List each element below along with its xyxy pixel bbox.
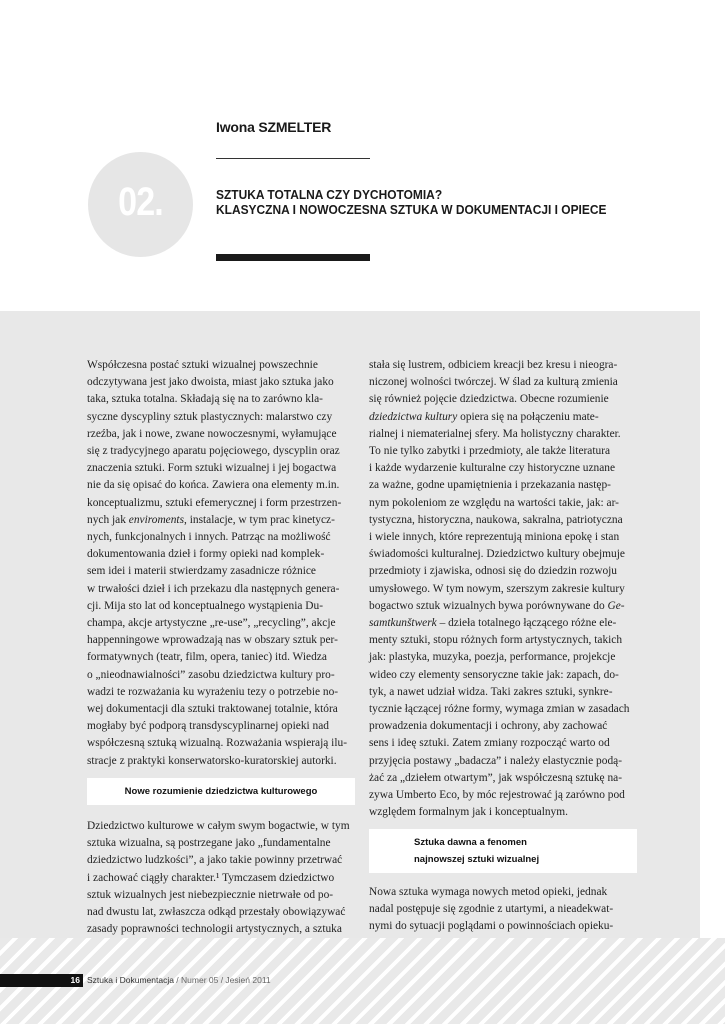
text-line: znaczenia sztuki. Form sztuki wizualnej i jej bogactwa [87, 462, 337, 475]
text-line: stała się lustrem, odbiciem kreacji bez kresu i nieogra- [369, 359, 618, 371]
text-line: jak: plastyka, muzyka, poezja, performance, projekcje [369, 651, 616, 664]
text-line: nadal postępuje się zgodnie z utartymi, a nieadekwat- [369, 903, 614, 916]
text-line: współczesną sztuką wizualną. Rozważania wspierają ilu- [87, 737, 347, 750]
text-line: happenningowe wprowadzają nas w obszary sztuk per- [87, 634, 338, 647]
text-line: nym pokoleniom ze względu na wartości takie, jak: ar- [369, 496, 619, 509]
text-line: i wiele innych, które reprezentują miniona epokę i stan [369, 531, 620, 544]
title-line-2: KLASYCZNA I NOWOCZESNA SZTUKA W DOKUMENTACJI I OPIECE [216, 202, 607, 217]
body-column-right-continued [369, 884, 637, 936]
text-line: mogłaby być podporą transdyscyplinarnej opieki nad [87, 720, 329, 733]
text-line: sens i ideę sztuki. Zatem zmiany rozpocząć warto od [369, 737, 610, 750]
text-line: cji. Mija sto lat od konceptualnego wystąpienia Du- [87, 599, 323, 612]
text-line: Nowa sztuka wymaga nowych metod opieki, jednak [369, 886, 608, 898]
thick-divider [216, 254, 370, 261]
text-line: wej dokumentacji dla sztuki traktowanej totalnie, która [87, 703, 338, 716]
body-column-left [87, 357, 355, 770]
issue-info: / Numer 05 / Jesień 2011 [173, 975, 271, 985]
text-line: tyk, a nawet udział widza. Taki zakres sztuki, synkre- [369, 685, 613, 698]
text-line: nie da się opisać do końca. Zawiera ona elementy m.in. [87, 479, 340, 492]
section-heading-1: Nowe rozumienie dziedzictwa kulturowego [87, 778, 355, 805]
text-line: nych, funkcjonalnych i innych. Patrząc na możliwość [87, 531, 331, 544]
text-line: Współczesna postać sztuki wizualnej powszechnie [87, 359, 318, 371]
text-line: formatywnych (teatr, film, opera, taniec) itd. Wiedza [87, 651, 327, 664]
text-line: rialnej i niematerialnej sfery. Ma holistyczny charakter. [369, 427, 621, 440]
text-line: zasady poprawności technologii artystycznych, a sztuka [87, 923, 342, 936]
text-line: dokumentowania dzieł i formy opieki nad komplek- [87, 548, 325, 561]
text-line: syczne dyscypliny sztuk plastycznych: malarstwo czy [87, 410, 333, 423]
text-line: sztuka wizualna, są postrzegane jako „fundamentalne [87, 837, 331, 850]
title-line-1: SZTUKA TOTALNA CZY DYCHOTOMIA? [216, 187, 443, 202]
text-line: zywa Umberto Eco, by móc rejestrować ją zarówno pod [369, 789, 625, 802]
thin-divider [216, 158, 370, 159]
text-line: stracje z praktyki konserwatorsko-kuratorskiej autorki. [87, 754, 337, 767]
text-line: żać za „dziełem otwartym”, jak współczesną sztukę na- [369, 771, 623, 784]
text-line: prowadzenia dokumentacji i ochrony, aby zachować [369, 720, 608, 733]
text-line: za ważne, godne upamiętnienia i przekazania następ- [369, 479, 611, 492]
text-line: tystyczna, historyczna, naukowa, sakralna, patriotyczna [369, 513, 623, 526]
text-line: świadomości kulturalnej. Dziedzictwo kultury obejmuje [369, 548, 625, 561]
text-line: się również pojęcie dziedzictwa. Obecne rozumienie [369, 393, 609, 406]
body-column-right [369, 357, 637, 821]
text-line: o „nieodnawialności” zasobu dziedzictwa kultury pro- [87, 668, 335, 681]
page-footer [0, 974, 271, 987]
text-line: Dziedzictwo kulturowe w całym swym bogactwie, w tym [87, 820, 350, 832]
text-line: wadzi te rozważania ku wyrażeniu tezy o potrzebie no- [87, 685, 339, 698]
text-line: się z tradycyjnego aparatu pojęciowego, dyscyplin oraz [87, 445, 340, 458]
text-line: wideo czy elementy sensoryczne takie jak: zapach, do- [369, 668, 619, 681]
text-line: przedmioty i zjawiska, odnosi się do dziedzin rozwoju [369, 565, 618, 578]
section-heading-2 [369, 829, 637, 873]
author-name: Iwona SZMELTER [216, 119, 332, 135]
text-line: niczonej wolności twórczej. W ślad za kulturą zmienia [369, 376, 618, 389]
text-line: menty sztuki, stopu różnych form artystycznych, takich [369, 634, 623, 647]
text-line: nad dwustu lat, zwłaszcza odkąd przestały obowiązywać [87, 906, 346, 919]
text-line: bogactwo sztuk wizualnych bywa porównywane do Ge- [369, 599, 625, 612]
text-line: względem formalnym jak i konceptualnym. [369, 806, 568, 819]
text-line: tycznie łączącej różne formy, wymaga zmian w zasadach [369, 703, 630, 716]
text-line: w trwałości dzieł i ich przekazu dla następnych genera- [87, 582, 340, 595]
text-line: rzeźba, jak i nowe, zwane nowoczesnymi, wyłamujące [87, 427, 337, 440]
text-line: To nie tylko zabytki i przedmioty, ale także literatura [369, 445, 611, 458]
chapter-number: 02. [118, 180, 163, 224]
text-line: dziedzictwa kultury opiera się na połączeniu mate- [369, 410, 599, 423]
text-line: przyjęcia postawy „badacza” i należy elastycznie podą- [369, 754, 622, 767]
section-heading-2-line-1: Sztuka dawna a fenomen [414, 837, 527, 848]
text-line: samtkunštwerk – dzieła totalnego łączącego różne ele- [369, 617, 617, 630]
text-line: sztuk wizualnych jest niebezpiecznie nietrwałe od po- [87, 888, 334, 901]
text-line: champa, akcje artystyczne „re-use”, „recycling”, akcje [87, 617, 336, 630]
text-line: sem idei i materii stwierdzamy zasadnicze różnice [87, 565, 316, 578]
journal-name: Sztuka i Dokumentacja [87, 975, 174, 985]
text-line: konceptualizmu, sztuki efemerycznej i form przestrzen- [87, 496, 342, 509]
text-line: umysłowego. W tym nowym, szerszym zakresie kultury [369, 582, 625, 595]
text-line: nymi do sytuacji poglądami o powinnościach opieku- [369, 920, 614, 933]
text-line: odczytywana jest jako dwoista, miast jako sztuka jako [87, 376, 334, 389]
text-line: nych jak enviroments, instalacje, w tym prac kinetycz- [87, 513, 335, 526]
text-line: taka, sztuka totalna. Składają się na to zarówno kla- [87, 393, 323, 406]
text-line: i każde wydarzenie kulturalne czy historyczne uznane [369, 462, 616, 475]
body-column-left-continued [87, 818, 355, 938]
article-title [216, 187, 606, 217]
page-number: 16 [0, 974, 83, 987]
section-heading-2-line-2: najnowszej sztuki wizualnej [414, 854, 540, 865]
text-line: dziedzictwo ludzkości”, a jako takie powinny przetrwać [87, 854, 343, 867]
text-line: i zachować ciągły charakter.¹ Tymczasem dziedzictwo [87, 871, 335, 884]
